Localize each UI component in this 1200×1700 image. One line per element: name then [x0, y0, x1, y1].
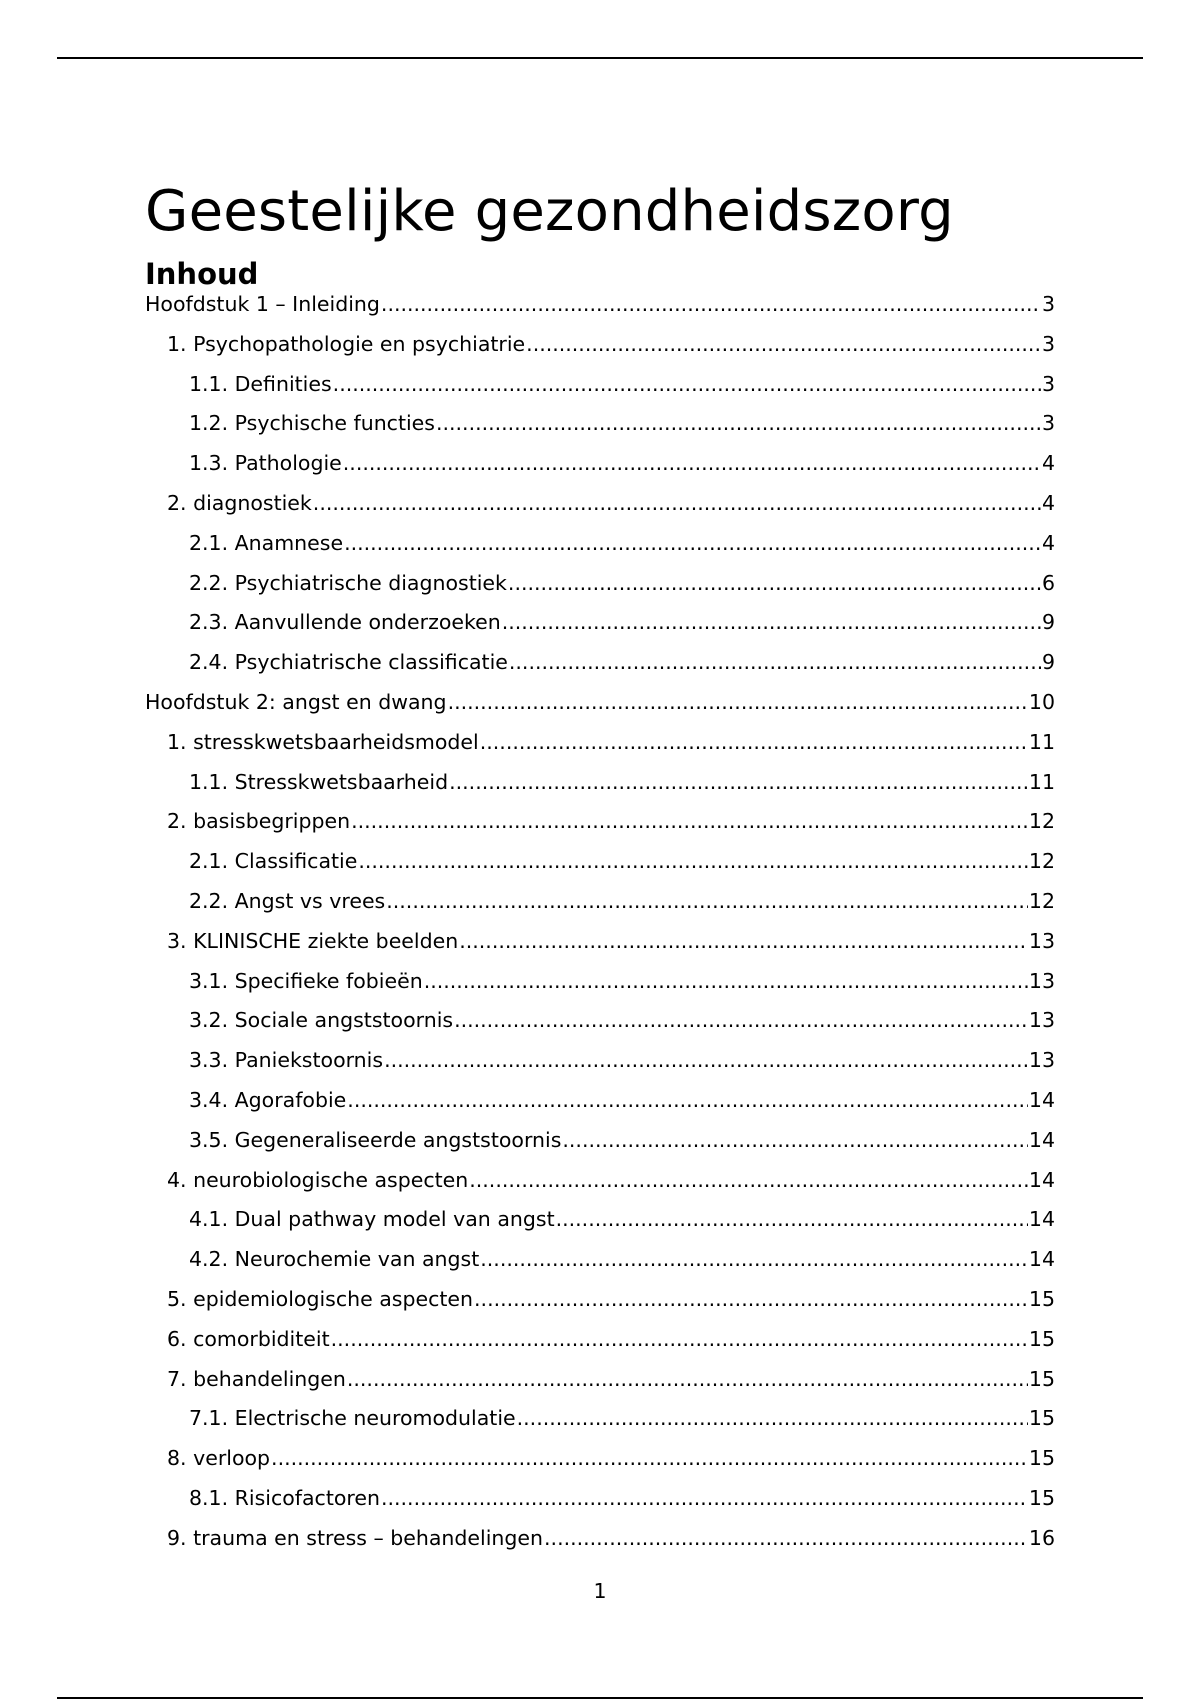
- toc-entry-label: 8.1. Risicofactoren: [189, 1485, 380, 1510]
- toc-entry[interactable]: [145, 564, 1055, 604]
- toc-dot-leader: [343, 444, 1041, 484]
- toc-entry-page: 3: [1041, 371, 1055, 396]
- toc-entry-page: 15: [1028, 1406, 1055, 1431]
- toc-entry-label: 4.1. Dual pathway model van angst: [189, 1207, 555, 1232]
- toc-entry-page: 15: [1028, 1446, 1055, 1471]
- toc-entry-page: 13: [1028, 1008, 1055, 1033]
- toc-dot-leader: [544, 1519, 1028, 1559]
- toc-entry[interactable]: [145, 1360, 1055, 1400]
- page-number: 1: [593, 1579, 607, 1603]
- toc-dot-leader: [351, 802, 1028, 842]
- toc-entry-page: 14: [1028, 1247, 1055, 1272]
- toc-entry-label: 8. verloop: [167, 1446, 271, 1471]
- toc-dot-leader: [454, 1001, 1028, 1041]
- toc-entry[interactable]: [145, 1200, 1055, 1240]
- toc-entry-label: 2. diagnostiek: [167, 490, 312, 515]
- document-title: Geestelijke gezondheidszorg: [145, 178, 954, 244]
- toc-entry[interactable]: [145, 1320, 1055, 1360]
- toc-entry-page: 3: [1041, 331, 1055, 356]
- toc-dot-leader: [502, 603, 1041, 643]
- toc-entry-label: 7.1. Electrische neuromodulatie: [189, 1406, 516, 1431]
- toc-entry[interactable]: [145, 1280, 1055, 1320]
- toc-entry-page: 4: [1041, 451, 1055, 476]
- toc-dot-leader: [436, 404, 1041, 444]
- toc-entry[interactable]: [145, 285, 1055, 325]
- toc-dot-leader: [508, 564, 1041, 604]
- toc-entry-page: 4: [1041, 530, 1055, 555]
- toc-entry-page: 9: [1041, 610, 1055, 635]
- toc-dot-leader: [381, 285, 1041, 325]
- toc-entry[interactable]: [145, 1399, 1055, 1439]
- toc-entry-label: 2.2. Psychiatrische diagnostiek: [189, 570, 507, 595]
- toc-entry-page: 15: [1028, 1286, 1055, 1311]
- toc-dot-leader: [480, 1240, 1028, 1280]
- toc-entry-label: 2.3. Aanvullende onderzoeken: [189, 610, 501, 635]
- toc-entry[interactable]: [145, 802, 1055, 842]
- toc-dot-leader: [347, 1360, 1028, 1400]
- toc-entry[interactable]: [145, 1519, 1055, 1559]
- toc-entry[interactable]: [145, 365, 1055, 405]
- footer-rule: [57, 1697, 1143, 1699]
- toc-entry[interactable]: [145, 723, 1055, 763]
- toc-entry-page: 11: [1028, 729, 1055, 754]
- toc-entry-label: 3.2. Sociale angststoornis: [189, 1008, 454, 1033]
- toc-dot-leader: [331, 1320, 1028, 1360]
- toc-entry-label: 3.3. Paniekstoornis: [189, 1048, 384, 1073]
- toc-entry-page: 4: [1041, 490, 1055, 515]
- toc-entry-label: 2.2. Angst vs vrees: [189, 888, 386, 913]
- toc-entry-page: 12: [1028, 849, 1055, 874]
- toc-entry-page: 14: [1028, 1207, 1055, 1232]
- toc-entry-label: 3.1. Specifieke fobieën: [189, 968, 423, 993]
- toc-dot-leader: [474, 1280, 1028, 1320]
- toc-entry[interactable]: [145, 922, 1055, 962]
- toc-entry[interactable]: [145, 524, 1055, 564]
- toc-entry[interactable]: [145, 1479, 1055, 1519]
- toc-dot-leader: [556, 1200, 1028, 1240]
- toc-dot-leader: [448, 683, 1028, 723]
- toc-entry[interactable]: [145, 444, 1055, 484]
- toc-heading: Inhoud: [145, 257, 259, 292]
- table-of-contents: [145, 285, 1055, 1559]
- toc-dot-leader: [424, 962, 1028, 1002]
- toc-entry-label: 5. epidemiologische aspecten: [167, 1286, 474, 1311]
- toc-entry-label: 4.2. Neurochemie van angst: [189, 1247, 480, 1272]
- toc-entry-page: 14: [1028, 1087, 1055, 1112]
- toc-dot-leader: [386, 882, 1028, 922]
- toc-entry-page: 12: [1028, 888, 1055, 913]
- toc-dot-leader: [347, 1081, 1028, 1121]
- toc-entry[interactable]: [145, 1240, 1055, 1280]
- toc-entry-page: 3: [1041, 411, 1055, 436]
- toc-entry-page: 10: [1028, 689, 1055, 714]
- toc-entry-page: 13: [1028, 928, 1055, 953]
- toc-entry[interactable]: [145, 1001, 1055, 1041]
- toc-entry-label: 2.4. Psychiatrische classificatie: [189, 650, 508, 675]
- toc-entry[interactable]: [145, 325, 1055, 365]
- toc-dot-leader: [469, 1161, 1028, 1201]
- toc-entry[interactable]: [145, 1041, 1055, 1081]
- toc-entry-label: 2.1. Anamnese: [189, 530, 344, 555]
- toc-dot-leader: [459, 922, 1028, 962]
- toc-entry[interactable]: [145, 683, 1055, 723]
- toc-entry-label: 1. stresskwetsbaarheidsmodel: [167, 729, 479, 754]
- toc-dot-leader: [526, 325, 1041, 365]
- toc-entry-page: 12: [1028, 809, 1055, 834]
- toc-entry-label: 3. KLINISCHE ziekte beelden: [167, 928, 459, 953]
- toc-entry-page: 15: [1028, 1366, 1055, 1391]
- toc-entry[interactable]: [145, 763, 1055, 803]
- toc-entry[interactable]: [145, 1081, 1055, 1121]
- toc-entry-label: 1. Psychopathologie en psychiatrie: [167, 331, 526, 356]
- toc-entry-label: 2. basisbegrippen: [167, 809, 351, 834]
- toc-entry-page: 3: [1041, 292, 1055, 316]
- toc-dot-leader: [384, 1041, 1028, 1081]
- toc-dot-leader: [562, 1121, 1028, 1161]
- toc-entry-page: 15: [1028, 1326, 1055, 1351]
- toc-entry-page: 16: [1028, 1525, 1055, 1550]
- toc-entry-label: Hoofdstuk 1 – Inleiding: [145, 292, 380, 316]
- toc-entry[interactable]: [145, 882, 1055, 922]
- toc-entry[interactable]: [145, 962, 1055, 1002]
- toc-entry[interactable]: [145, 603, 1055, 643]
- toc-entry-label: 1.2. Psychische functies: [189, 411, 435, 436]
- toc-dot-leader: [313, 484, 1041, 524]
- toc-dot-leader: [271, 1439, 1028, 1479]
- toc-entry-page: 13: [1028, 1048, 1055, 1073]
- toc-entry[interactable]: [145, 1161, 1055, 1201]
- toc-dot-leader: [517, 1399, 1028, 1439]
- toc-entry-page: 11: [1028, 769, 1055, 794]
- toc-entry[interactable]: [145, 1439, 1055, 1479]
- toc-entry-label: 3.5. Gegeneraliseerde angststoornis: [189, 1127, 562, 1152]
- toc-entry-label: 1.1. Stresskwetsbaarheid: [189, 769, 449, 794]
- toc-dot-leader: [509, 643, 1041, 683]
- toc-entry-label: 2.1. Classificatie: [189, 849, 358, 874]
- toc-entry[interactable]: [145, 842, 1055, 882]
- toc-entry[interactable]: [145, 404, 1055, 444]
- header-rule: [57, 57, 1143, 59]
- toc-entry-page: 13: [1028, 968, 1055, 993]
- toc-dot-leader: [381, 1479, 1028, 1519]
- toc-dot-leader: [449, 763, 1028, 803]
- toc-entry-label: 4. neurobiologische aspecten: [167, 1167, 469, 1192]
- toc-dot-leader: [480, 723, 1028, 763]
- toc-dot-leader: [344, 524, 1041, 564]
- toc-entry-label: 1.3. Pathologie: [189, 451, 342, 476]
- toc-entry-page: 15: [1028, 1485, 1055, 1510]
- toc-entry-page: 14: [1028, 1127, 1055, 1152]
- toc-entry-label: 1.1. Definities: [189, 371, 332, 396]
- toc-entry-page: 6: [1041, 570, 1055, 595]
- toc-entry-page: 14: [1028, 1167, 1055, 1192]
- toc-entry-label: 9. trauma en stress – behandelingen: [167, 1525, 544, 1550]
- toc-entry-label: 6. comorbiditeit: [167, 1326, 330, 1351]
- toc-entry[interactable]: [145, 484, 1055, 524]
- toc-entry-label: 7. behandelingen: [167, 1366, 346, 1391]
- toc-entry[interactable]: [145, 643, 1055, 683]
- toc-entry-label: Hoofdstuk 2: angst en dwang: [145, 689, 447, 714]
- toc-dot-leader: [358, 842, 1028, 882]
- toc-entry-label: 3.4. Agorafobie: [189, 1087, 347, 1112]
- toc-entry[interactable]: [145, 1121, 1055, 1161]
- toc-entry-page: 9: [1041, 650, 1055, 675]
- toc-dot-leader: [333, 365, 1041, 405]
